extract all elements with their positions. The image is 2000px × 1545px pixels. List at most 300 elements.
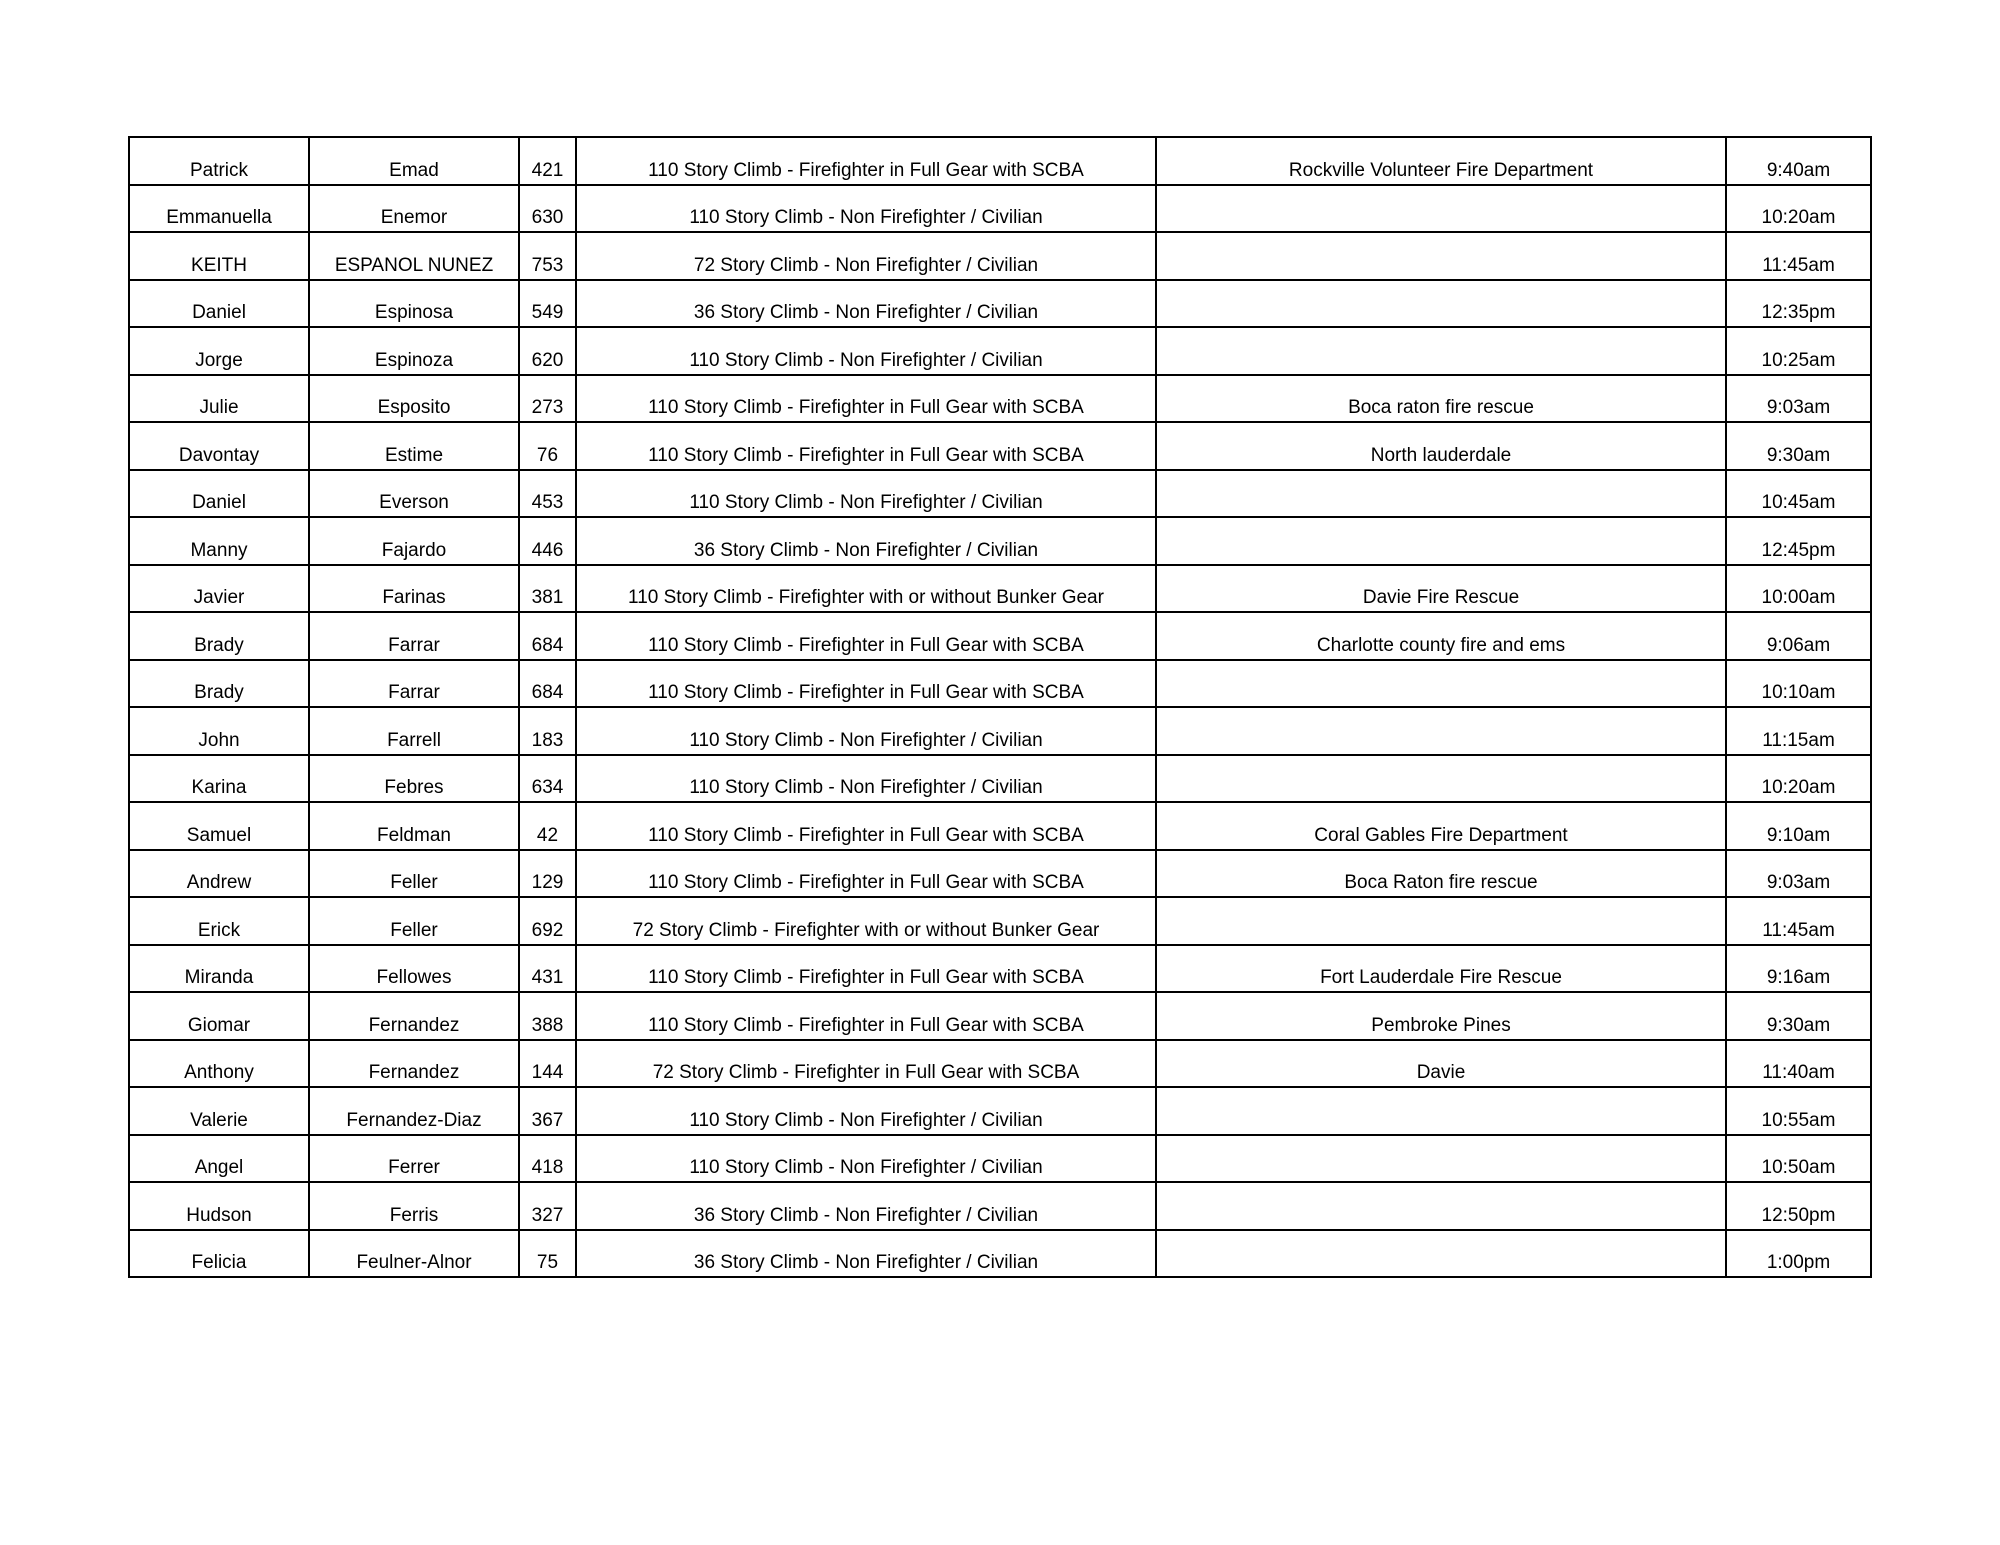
- first-name-cell: [129, 1230, 309, 1278]
- last-name-cell: [309, 992, 519, 1040]
- start-time-text: 11:45am: [1762, 919, 1835, 941]
- start-time-text: 10:55am: [1761, 1109, 1836, 1131]
- last-name-text: Farrar: [388, 682, 440, 703]
- event-cell: [576, 707, 1156, 755]
- start-time-cell: [1726, 707, 1871, 755]
- event-cell: [576, 137, 1156, 185]
- event-cell: [576, 1040, 1156, 1088]
- start-time-cell: [1726, 1182, 1871, 1230]
- event-cell: [576, 1182, 1156, 1230]
- bib-number-text: 75: [536, 1252, 559, 1273]
- last-name-text: Ferris: [389, 1204, 439, 1226]
- department-text: Davie: [1416, 1062, 1466, 1083]
- last-name-cell: [309, 422, 519, 470]
- first-name-text: Emmanuella: [166, 207, 272, 228]
- event-text: 110 Story Climb - Firefighter in Full Gear with SCBA: [648, 872, 1084, 893]
- bib-number-cell: [519, 660, 576, 708]
- table-row: [129, 1135, 1871, 1183]
- department-cell: [1156, 660, 1726, 708]
- last-name-text: Feller: [390, 919, 438, 941]
- bib-number-text: 273: [531, 397, 564, 418]
- table-row: [129, 945, 1871, 993]
- bib-number-cell: [519, 945, 576, 993]
- department-cell: [1156, 1230, 1726, 1278]
- start-time-cell: [1726, 1087, 1871, 1135]
- bib-number-text: 388: [531, 1014, 564, 1036]
- bib-number-cell: [519, 375, 576, 423]
- table-row: [129, 992, 1871, 1040]
- event-text: 110 Story Climb - Non Firefighter / Civilian: [689, 1157, 1043, 1178]
- event-text: 110 Story Climb - Non Firefighter / Civilian: [689, 1109, 1043, 1131]
- last-name-text: Fajardo: [381, 539, 447, 561]
- event-cell: [576, 565, 1156, 613]
- first-name-text: Jorge: [195, 349, 243, 371]
- department-text: Pembroke Pines: [1371, 1014, 1511, 1036]
- event-text: 72 Story Climb - Firefighter with or without Bunker Gear: [632, 919, 1100, 941]
- event-cell: [576, 660, 1156, 708]
- start-time-cell: [1726, 137, 1871, 185]
- first-name-cell: [129, 327, 309, 375]
- first-name-cell: [129, 1087, 309, 1135]
- start-time-cell: [1726, 232, 1871, 280]
- last-name-cell: [309, 1230, 519, 1278]
- bib-number-cell: [519, 327, 576, 375]
- first-name-cell: [129, 470, 309, 518]
- table-row: [129, 517, 1871, 565]
- last-name-text: Everson: [379, 492, 449, 513]
- table-row: [129, 707, 1871, 755]
- department-cell: [1156, 185, 1726, 233]
- last-name-text: Espinoza: [374, 349, 454, 371]
- last-name-cell: [309, 612, 519, 660]
- event-text: 36 Story Climb - Non Firefighter / Civilian: [693, 1204, 1039, 1226]
- bib-number-cell: [519, 470, 576, 518]
- event-cell: [576, 802, 1156, 850]
- last-name-cell: [309, 945, 519, 993]
- event-cell: [576, 517, 1156, 565]
- last-name-cell: [309, 1182, 519, 1230]
- start-time-cell: [1726, 850, 1871, 898]
- table-row: [129, 470, 1871, 518]
- first-name-cell: [129, 422, 309, 470]
- first-name-text: Brady: [194, 634, 244, 656]
- department-cell: [1156, 802, 1726, 850]
- last-name-cell: [309, 470, 519, 518]
- bib-number-cell: [519, 1087, 576, 1135]
- event-text: 110 Story Climb - Firefighter in Full Gear with SCBA: [648, 159, 1084, 181]
- bib-number-cell: [519, 992, 576, 1040]
- last-name-cell: [309, 707, 519, 755]
- table-row: [129, 660, 1871, 708]
- start-time-cell: [1726, 422, 1871, 470]
- last-name-text: Feldman: [377, 824, 451, 846]
- bib-number-cell: [519, 755, 576, 803]
- department-cell: [1156, 327, 1726, 375]
- table-row: [129, 850, 1871, 898]
- department-cell: [1156, 707, 1726, 755]
- bib-number-text: 144: [531, 1062, 564, 1083]
- department-text: Boca raton fire rescue: [1348, 397, 1534, 418]
- start-time-cell: [1726, 660, 1871, 708]
- department-cell: [1156, 612, 1726, 660]
- start-time-text: 9:16am: [1766, 967, 1831, 988]
- last-name-text: ESPANOL NUNEZ: [334, 254, 494, 276]
- start-time-cell: [1726, 802, 1871, 850]
- department-cell: [1156, 565, 1726, 613]
- first-name-text: KEITH: [191, 254, 247, 276]
- event-cell: [576, 755, 1156, 803]
- department-text: Boca Raton fire rescue: [1344, 872, 1538, 893]
- bib-number-cell: [519, 185, 576, 233]
- last-name-cell: [309, 137, 519, 185]
- bib-number-text: 446: [531, 539, 564, 561]
- table-row: [129, 1230, 1871, 1278]
- first-name-text: Angel: [194, 1157, 244, 1178]
- last-name-cell: [309, 660, 519, 708]
- event-cell: [576, 1087, 1156, 1135]
- event-cell: [576, 327, 1156, 375]
- last-name-cell: [309, 802, 519, 850]
- first-name-cell: [129, 802, 309, 850]
- last-name-cell: [309, 375, 519, 423]
- department-cell: [1156, 232, 1726, 280]
- start-time-text: 12:50pm: [1761, 1204, 1836, 1226]
- bib-number-text: 76: [536, 444, 559, 466]
- last-name-cell: [309, 280, 519, 328]
- start-time-text: 1:00pm: [1766, 1252, 1831, 1273]
- department-cell: [1156, 1182, 1726, 1230]
- last-name-cell: [309, 1040, 519, 1088]
- start-time-text: 9:30am: [1766, 444, 1831, 466]
- bib-number-text: 634: [531, 777, 564, 798]
- event-text: 110 Story Climb - Non Firefighter / Civilian: [689, 729, 1043, 751]
- start-time-text: 10:50am: [1761, 1157, 1836, 1178]
- start-time-text: 9:03am: [1766, 397, 1831, 418]
- department-text: Fort Lauderdale Fire Rescue: [1320, 967, 1562, 988]
- first-name-cell: [129, 517, 309, 565]
- bib-number-text: 453: [531, 492, 564, 513]
- last-name-text: Emad: [389, 159, 439, 181]
- event-text: 110 Story Climb - Firefighter with or without Bunker Gear: [628, 587, 1104, 608]
- participant-table-body: [129, 137, 1871, 1277]
- start-time-text: 12:45pm: [1761, 539, 1836, 561]
- department-text: North lauderdale: [1370, 444, 1512, 466]
- first-name-cell: [129, 612, 309, 660]
- start-time-cell: [1726, 280, 1871, 328]
- bib-number-text: 327: [531, 1204, 564, 1226]
- event-cell: [576, 280, 1156, 328]
- start-time-text: 9:30am: [1766, 1014, 1831, 1036]
- bib-number-text: 684: [531, 634, 564, 656]
- start-time-cell: [1726, 470, 1871, 518]
- first-name-cell: [129, 707, 309, 755]
- department-cell: [1156, 422, 1726, 470]
- bib-number-cell: [519, 517, 576, 565]
- last-name-text: Farrar: [388, 634, 440, 656]
- bib-number-cell: [519, 707, 576, 755]
- last-name-text: Fellowes: [376, 967, 452, 988]
- first-name-text: Felicia: [191, 1252, 247, 1273]
- table-row: [129, 375, 1871, 423]
- event-text: 72 Story Climb - Firefighter in Full Gear with SCBA: [652, 1062, 1080, 1083]
- first-name-text: Miranda: [184, 967, 254, 988]
- last-name-text: Feller: [390, 872, 438, 893]
- first-name-text: Patrick: [189, 159, 249, 181]
- start-time-cell: [1726, 945, 1871, 993]
- bib-number-cell: [519, 612, 576, 660]
- event-cell: [576, 422, 1156, 470]
- bib-number-cell: [519, 565, 576, 613]
- event-cell: [576, 945, 1156, 993]
- first-name-cell: [129, 992, 309, 1040]
- start-time-text: 10:20am: [1761, 207, 1836, 228]
- table-row: [129, 897, 1871, 945]
- table-row: [129, 137, 1871, 185]
- start-time-cell: [1726, 517, 1871, 565]
- event-text: 110 Story Climb - Firefighter in Full Gear with SCBA: [648, 634, 1084, 656]
- department-cell: [1156, 1040, 1726, 1088]
- event-text: 110 Story Climb - Firefighter in Full Gear with SCBA: [648, 824, 1084, 846]
- department-cell: [1156, 137, 1726, 185]
- first-name-text: Julie: [199, 397, 239, 418]
- bib-number-text: 367: [531, 1109, 564, 1131]
- bib-number-cell: [519, 802, 576, 850]
- event-text: 110 Story Climb - Non Firefighter / Civilian: [689, 492, 1043, 513]
- last-name-text: Esposito: [377, 397, 451, 418]
- table-row: [129, 232, 1871, 280]
- start-time-text: 10:00am: [1761, 587, 1836, 608]
- first-name-text: Erick: [197, 919, 241, 941]
- last-name-cell: [309, 517, 519, 565]
- department-text: Rockville Volunteer Fire Department: [1288, 159, 1594, 181]
- first-name-text: Anthony: [184, 1062, 254, 1083]
- table-row: [129, 565, 1871, 613]
- first-name-cell: [129, 137, 309, 185]
- first-name-cell: [129, 1135, 309, 1183]
- bib-number-text: 381: [531, 587, 564, 608]
- bib-number-cell: [519, 137, 576, 185]
- start-time-text: 9:40am: [1766, 159, 1831, 181]
- first-name-text: John: [198, 729, 240, 751]
- event-cell: [576, 375, 1156, 423]
- last-name-text: Farinas: [382, 587, 446, 608]
- last-name-text: Estime: [384, 444, 444, 466]
- table-row: [129, 612, 1871, 660]
- event-cell: [576, 897, 1156, 945]
- start-time-text: 10:45am: [1761, 492, 1836, 513]
- first-name-text: Karina: [191, 777, 247, 798]
- start-time-text: 10:25am: [1761, 349, 1836, 371]
- first-name-text: Davontay: [178, 444, 260, 466]
- event-cell: [576, 612, 1156, 660]
- bib-number-text: 42: [536, 824, 559, 846]
- bib-number-cell: [519, 1040, 576, 1088]
- table-row: [129, 280, 1871, 328]
- event-cell: [576, 185, 1156, 233]
- last-name-text: Ferrer: [388, 1157, 440, 1178]
- last-name-text: Feulner-Alnor: [356, 1252, 472, 1273]
- event-cell: [576, 470, 1156, 518]
- bib-number-text: 692: [531, 919, 564, 941]
- last-name-text: Fernandez-Diaz: [346, 1109, 482, 1131]
- bib-number-cell: [519, 422, 576, 470]
- start-time-text: 11:15am: [1762, 729, 1835, 751]
- first-name-cell: [129, 232, 309, 280]
- last-name-cell: [309, 1135, 519, 1183]
- first-name-text: Daniel: [192, 492, 246, 513]
- bib-number-text: 431: [531, 967, 564, 988]
- last-name-text: Enemor: [380, 207, 448, 228]
- event-text: 110 Story Climb - Non Firefighter / Civilian: [689, 349, 1043, 371]
- first-name-cell: [129, 660, 309, 708]
- department-text: Davie Fire Rescue: [1362, 587, 1520, 608]
- event-text: 110 Story Climb - Firefighter in Full Gear with SCBA: [648, 444, 1084, 466]
- start-time-cell: [1726, 375, 1871, 423]
- event-text: 36 Story Climb - Non Firefighter / Civilian: [693, 539, 1039, 561]
- start-time-text: 9:03am: [1766, 872, 1831, 893]
- first-name-text: Javier: [193, 587, 245, 608]
- first-name-cell: [129, 375, 309, 423]
- first-name-text: Valerie: [190, 1109, 248, 1131]
- first-name-text: Daniel: [192, 302, 246, 323]
- department-cell: [1156, 1087, 1726, 1135]
- bib-number-cell: [519, 897, 576, 945]
- event-text: 110 Story Climb - Firefighter in Full Gear with SCBA: [648, 1014, 1084, 1036]
- first-name-text: Manny: [190, 539, 248, 561]
- last-name-cell: [309, 850, 519, 898]
- bib-number-cell: [519, 280, 576, 328]
- bib-number-cell: [519, 1135, 576, 1183]
- department-cell: [1156, 992, 1726, 1040]
- department-cell: [1156, 375, 1726, 423]
- event-cell: [576, 850, 1156, 898]
- last-name-cell: [309, 565, 519, 613]
- event-cell: [576, 1230, 1156, 1278]
- last-name-text: Farrell: [387, 729, 441, 751]
- department-cell: [1156, 897, 1726, 945]
- event-cell: [576, 1135, 1156, 1183]
- table-row: [129, 327, 1871, 375]
- start-time-cell: [1726, 1230, 1871, 1278]
- start-time-text: 11:40am: [1762, 1062, 1835, 1083]
- start-time-cell: [1726, 897, 1871, 945]
- first-name-text: Andrew: [186, 872, 252, 893]
- participant-table: [128, 136, 1872, 1278]
- event-text: 110 Story Climb - Firefighter in Full Gear with SCBA: [648, 397, 1084, 418]
- department-cell: [1156, 1135, 1726, 1183]
- last-name-cell: [309, 1087, 519, 1135]
- first-name-cell: [129, 280, 309, 328]
- start-time-text: 9:10am: [1766, 824, 1831, 846]
- department-cell: [1156, 945, 1726, 993]
- bib-number-cell: [519, 1230, 576, 1278]
- bib-number-text: 183: [531, 729, 564, 751]
- start-time-text: 10:10am: [1761, 682, 1836, 703]
- start-time-cell: [1726, 565, 1871, 613]
- last-name-text: Fernandez: [368, 1062, 460, 1083]
- bib-number-text: 684: [531, 682, 564, 703]
- table-row: [129, 1182, 1871, 1230]
- last-name-cell: [309, 755, 519, 803]
- table-row: [129, 1087, 1871, 1135]
- last-name-text: Fernandez: [368, 1014, 460, 1036]
- first-name-text: Hudson: [186, 1204, 252, 1226]
- first-name-cell: [129, 1040, 309, 1088]
- first-name-cell: [129, 185, 309, 233]
- start-time-cell: [1726, 185, 1871, 233]
- table-row: [129, 1040, 1871, 1088]
- start-time-text: 12:35pm: [1761, 302, 1836, 323]
- bib-number-text: 753: [531, 254, 564, 276]
- table-row: [129, 802, 1871, 850]
- bib-number-text: 620: [531, 349, 564, 371]
- last-name-cell: [309, 185, 519, 233]
- start-time-text: 10:20am: [1761, 777, 1836, 798]
- event-text: 110 Story Climb - Firefighter in Full Gear with SCBA: [648, 967, 1084, 988]
- table-row: [129, 185, 1871, 233]
- event-text: 110 Story Climb - Non Firefighter / Civilian: [689, 207, 1043, 228]
- bib-number-text: 630: [531, 207, 564, 228]
- start-time-cell: [1726, 755, 1871, 803]
- first-name-cell: [129, 897, 309, 945]
- first-name-text: Samuel: [186, 824, 252, 846]
- first-name-cell: [129, 945, 309, 993]
- bib-number-text: 549: [531, 302, 564, 323]
- department-cell: [1156, 280, 1726, 328]
- event-text: 110 Story Climb - Firefighter in Full Gear with SCBA: [648, 682, 1084, 703]
- start-time-cell: [1726, 1040, 1871, 1088]
- event-text: 110 Story Climb - Non Firefighter / Civilian: [689, 777, 1043, 798]
- start-time-cell: [1726, 612, 1871, 660]
- department-text: Coral Gables Fire Department: [1314, 824, 1568, 846]
- first-name-cell: [129, 1182, 309, 1230]
- last-name-text: Febres: [384, 777, 444, 798]
- last-name-cell: [309, 897, 519, 945]
- bib-number-text: 421: [531, 159, 564, 181]
- last-name-text: Espinosa: [374, 302, 454, 323]
- bib-number-text: 418: [531, 1157, 564, 1178]
- event-text: 36 Story Climb - Non Firefighter / Civilian: [693, 302, 1039, 323]
- bib-number-cell: [519, 850, 576, 898]
- start-time-text: 9:06am: [1766, 634, 1831, 656]
- first-name-text: Giomar: [187, 1014, 251, 1036]
- bib-number-cell: [519, 1182, 576, 1230]
- first-name-cell: [129, 565, 309, 613]
- start-time-text: 11:45am: [1762, 254, 1835, 276]
- department-cell: [1156, 517, 1726, 565]
- first-name-cell: [129, 850, 309, 898]
- event-text: 72 Story Climb - Non Firefighter / Civilian: [693, 254, 1039, 276]
- start-time-cell: [1726, 992, 1871, 1040]
- department-cell: [1156, 470, 1726, 518]
- event-cell: [576, 232, 1156, 280]
- table-row: [129, 755, 1871, 803]
- start-time-cell: [1726, 1135, 1871, 1183]
- event-text: 36 Story Climb - Non Firefighter / Civilian: [693, 1252, 1039, 1273]
- last-name-cell: [309, 327, 519, 375]
- first-name-text: Brady: [194, 682, 244, 703]
- department-text: Charlotte county fire and ems: [1316, 634, 1566, 656]
- department-cell: [1156, 755, 1726, 803]
- table-row: [129, 422, 1871, 470]
- event-cell: [576, 992, 1156, 1040]
- department-cell: [1156, 850, 1726, 898]
- first-name-cell: [129, 755, 309, 803]
- bib-number-text: 129: [531, 872, 564, 893]
- bib-number-cell: [519, 232, 576, 280]
- start-time-cell: [1726, 327, 1871, 375]
- last-name-cell: [309, 232, 519, 280]
